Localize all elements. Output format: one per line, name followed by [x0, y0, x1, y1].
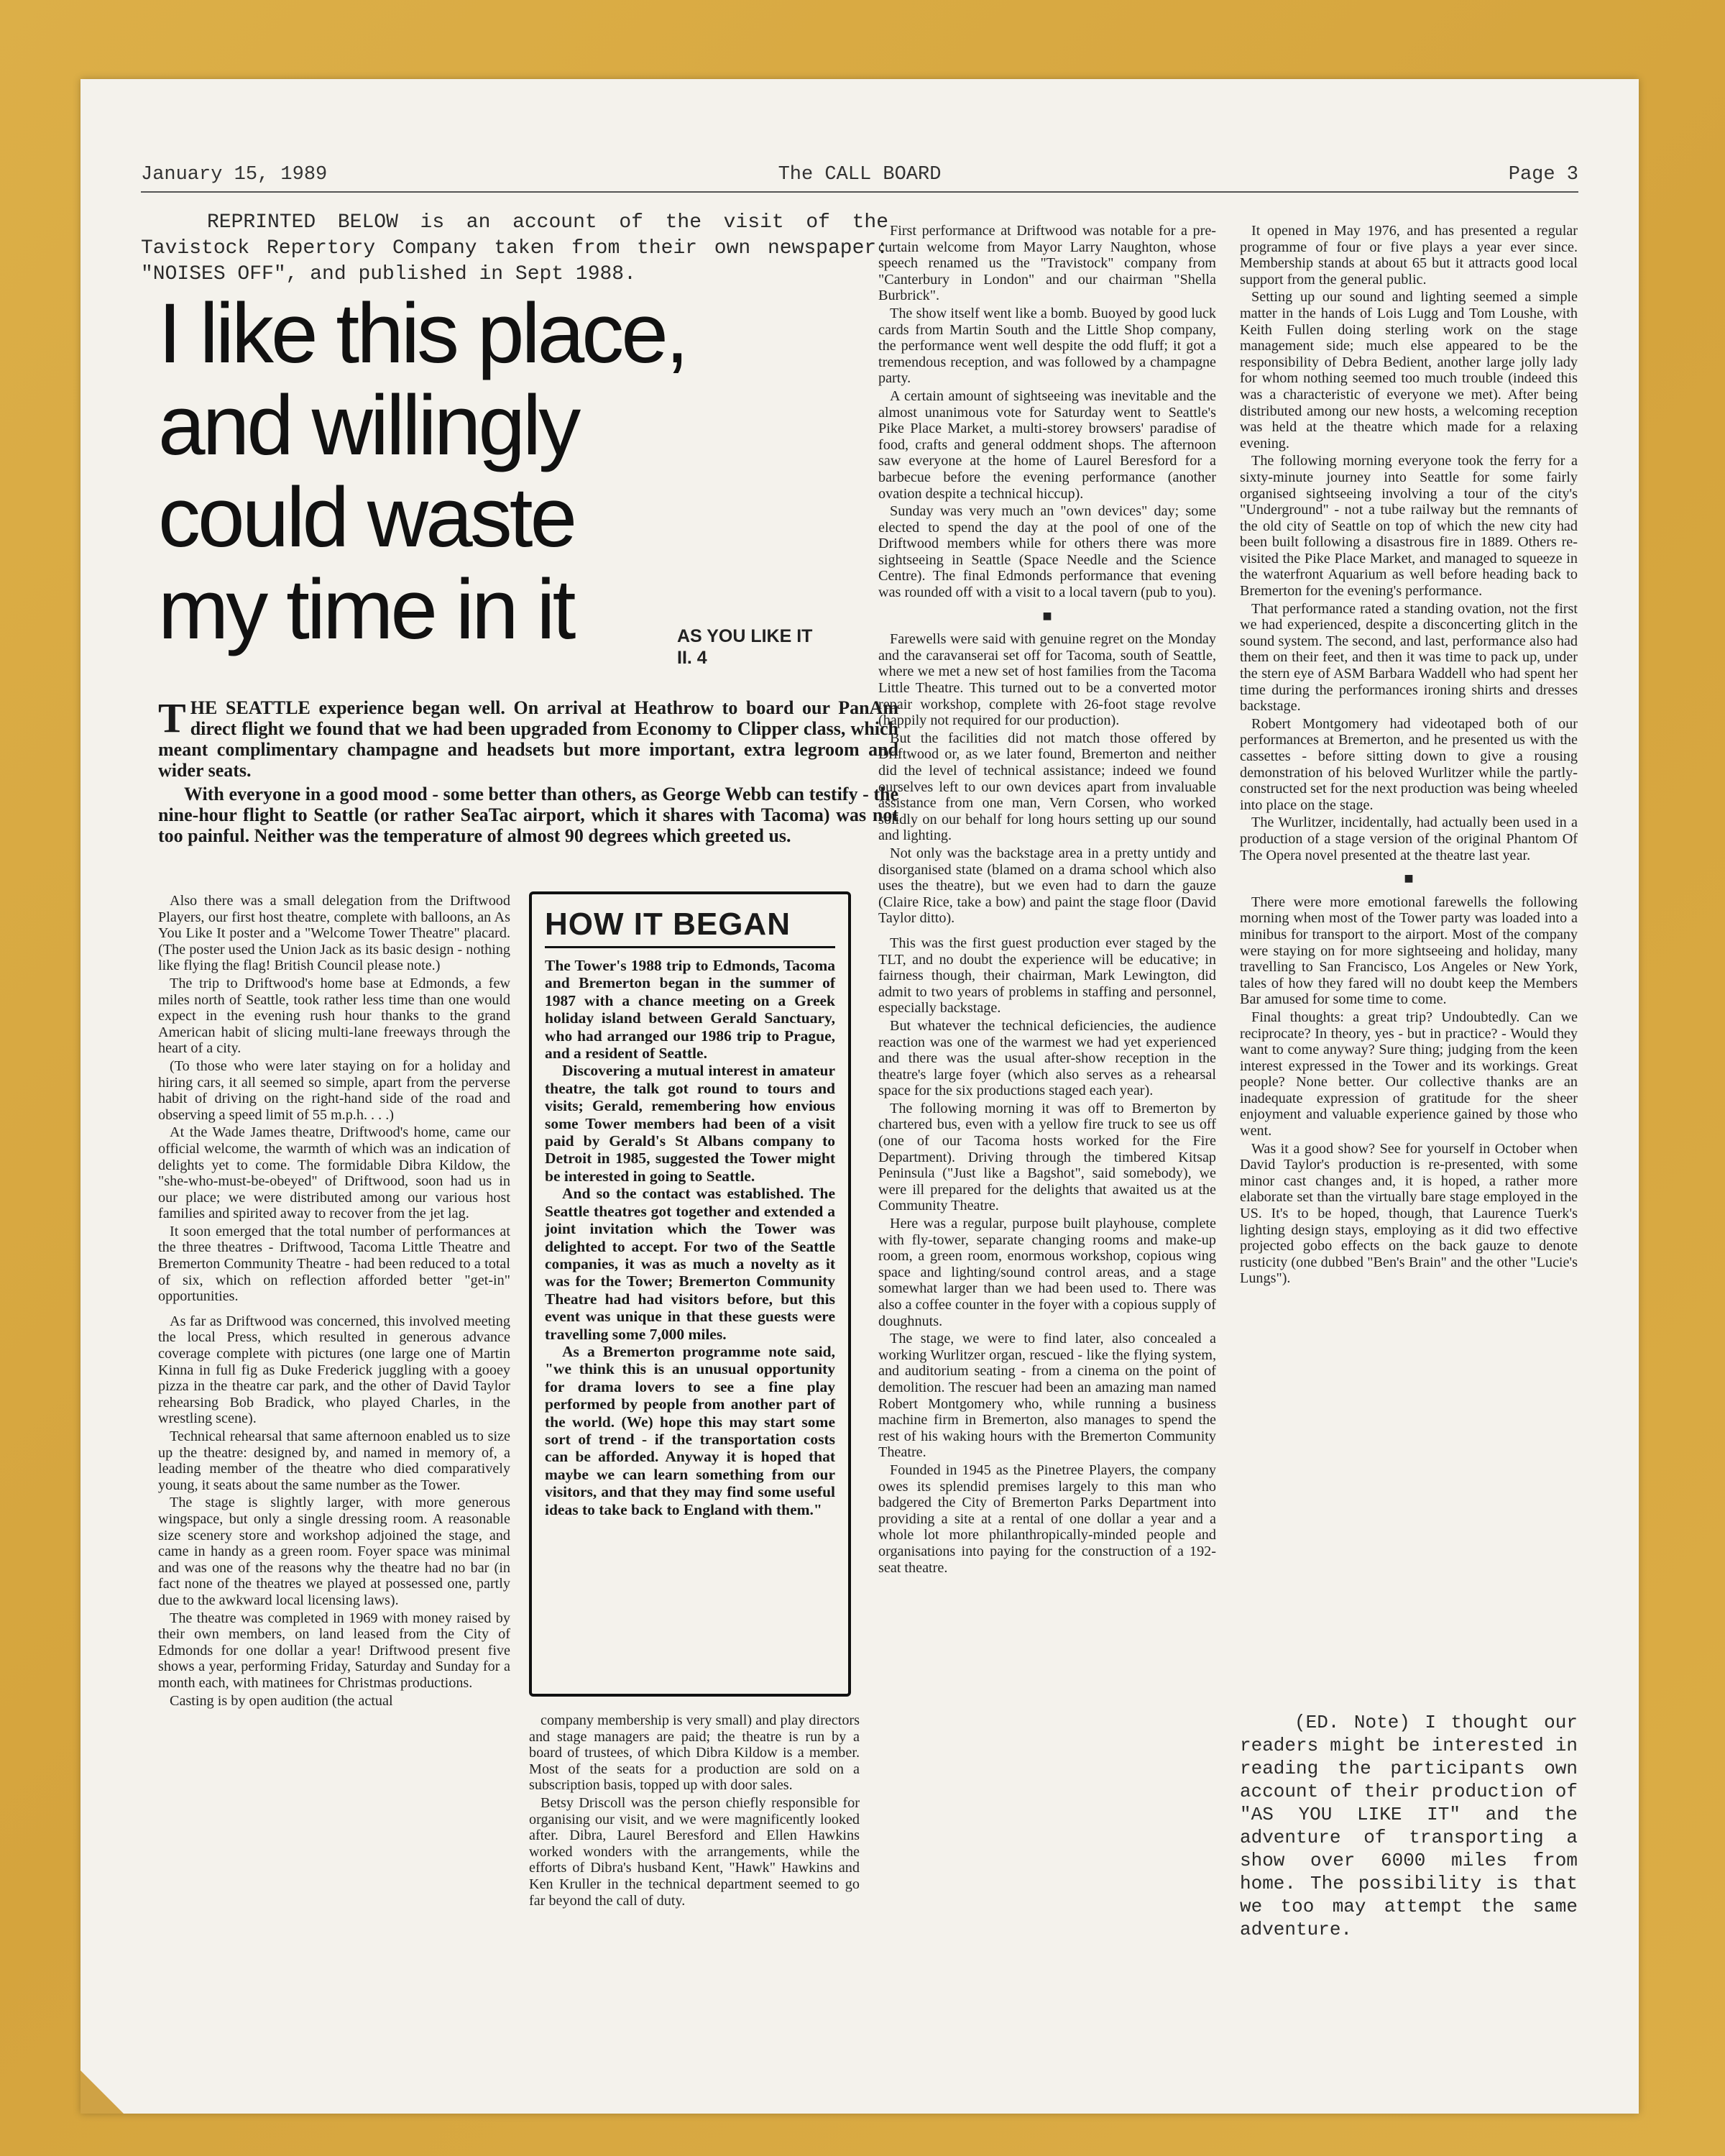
body-paragraph: The following morning it was off to Bremerton by chartered bus, even with a yellow fire truck to see us off (one of our Tacoma hosts worked for the Fire Department). Driving through the timbered Kitsap Peninsula ("Just like a Bagshot", said somebody), we were ill prepared for the delights that awaited us at the Community Theatre.: [878, 1100, 1216, 1214]
box-paragraph: Discovering a mutual interest in amateur theatre, the talk got round to tours and visits; Gerald, remembering how envious some Tower members had been of a visit paid by Gerald's St Albans company to Detroit in 1985, suggested the Tower might be interested in going to Seattle.: [545, 1062, 835, 1185]
attribution-play: AS YOU LIKE IT: [677, 626, 813, 646]
column-1: [158, 893, 510, 2114]
box-paragraph: And so the contact was established. The Seattle theatres got together and extended a joint invitation which the Tower was delighted to accept. For two of the Seattle companies, it was as much a novelty as it was for the Tower; Bremerton Community Theatre had had visitors before, but this event was unique in that these guests were travelling some 7,000 miles.: [545, 1185, 835, 1343]
header-date: January 15, 1989: [141, 164, 328, 185]
lead-paragraph: With everyone in a good mood - some better than others, as George Webb can testify - the nine-hour flight to Seattle (or rather SeaTac airport, which it shares with Tacoma) was not too painful. Neither was the temperature of almost 90 degrees which greeted us.: [158, 784, 898, 846]
body-paragraph: Founded in 1945 as the Pinetree Players, the company owes its splendid premises largely to this man who badgered the City of Bremerton Parks Department into providing a site at a rental of one dollar a year and a whole lot more philanthropically-minded people and organisations into paying for the construction of a 192-seat theatre.: [878, 1462, 1216, 1576]
editor-note: (ED. Note) I thought our readers might be interested in reading the participants own account of their production of "AS YOU LIKE IT" and the adventure of transporting a show over 6000 miles from home. The possibility is that we too may attempt the same adventure.: [1240, 1712, 1578, 1940]
article-headline: [158, 288, 719, 656]
section-separator: ■: [1404, 869, 1414, 888]
body-paragraph: A certain amount of sightseeing was inevitable and the almost unanimous vote for Saturday went to Seattle's Pike Place Market, a multi-storey browsers' paradise of food, crafts and general oddment shops. The afternoon saw everyone at the home of Laurel Beresford for a barbecue before the evening performance (another ovation despite a technical hiccup).: [878, 387, 1216, 502]
body-paragraph: Technical rehearsal that same afternoon enabled us to size up the theatre: designed by, and named in memory of, a leading member of the theatre who died comparatively young, it seats about the same number as the Tower.: [158, 1428, 510, 1493]
body-paragraph: Farewells were said with genuine regret on the Monday and the caravanserai set off for Tacoma, south of Seattle, where we met a new set of host families from the Tacoma Little Theatre. This turned out to be a converted motor repair workshop, complete with 26-foot stage revolve (happily not required for our production).: [878, 631, 1216, 729]
headline-line: and willingly: [158, 378, 579, 473]
attribution-act: II. 4: [677, 648, 707, 668]
column-4: [1240, 223, 1578, 1697]
body-paragraph: As far as Driftwood was concerned, this involved meeting the local Press, which resulted in generous advance coverage complete with pictures (one large one of Martin Kinna in full fig as Duke Frederick juggling with a gooey pizza in the theatre car park, and the other of David Taylor rehearsing Bob Bradick, who played Charles, in the wrestling scene).: [158, 1313, 510, 1427]
body-paragraph: Here was a regular, purpose built playhouse, complete with fly-tower, separate changing rooms and make-up room, a green room, enormous workshop, copious wing space and lighting/sound control areas, and a stage somewhat larger than we had been used to. There was also a coffee counter in the foyer with a copious supply of doughnuts.: [878, 1216, 1216, 1329]
box-title: HOW IT BEGAN: [545, 907, 835, 948]
box-body: [545, 957, 835, 1518]
article-lead: [158, 694, 898, 849]
body-paragraph: The theatre was completed in 1969 with money raised by their own members, on land leased from the City of Edmonds for one dollar a year! Driftwood present five shows a year, performing Friday, Saturday and Sunday for a month each, with matinees for Christmas productions.: [158, 1610, 510, 1691]
body-paragraph: Also there was a small delegation from the Driftwood Players, our first host theatre, complete with balloons, an As You Like It poster and a "Welcome Tower Theatre" placard. (The poster used the Union Jack as its basic design - nothing like flying the flag! British Council please note.): [158, 893, 510, 974]
body-paragraph: There were more emotional farewells the following morning when most of the Tower party was loaded into a minibus for transport to the airport. Most of the company were staying on for more sightseeing and holiday, many travelling to San Francisco, Los Angeles or New York, tales of how they fared will no doubt keep the Members Bar amused for some time to come.: [1240, 894, 1578, 1008]
headline-line: my time in it: [158, 562, 574, 657]
headline-line: could waste: [158, 470, 575, 565]
headline-attribution: [677, 625, 812, 669]
body-paragraph: It soon emerged that the total number of performances at the three theatres - Driftwood, Tacoma Little Theatre and Bremerton Community Theatre - had been reduced to a total of six, which on reflection afforded better "get-in" opportunities.: [158, 1223, 510, 1305]
lead-paragraph: HE SEATTLE experience began well. On arrival at Heathrow to board our PanAm direct flight we found that we had been upgraded from Economy to Clipper class, which meant complimentary champagne and headsets but more important, extra legroom and wider seats.: [158, 697, 898, 781]
headline-line: I like this place,: [158, 286, 686, 381]
body-paragraph: Not only was the backstage area in a pretty untidy and disorganised state (blamed on a drama school which also uses the theatre), but we even had to darn the gauze (Claire Rice, take a bow) and paint the stage floor (David Taylor ditto).: [878, 845, 1216, 927]
body-paragraph: That performance rated a standing ovation, not the first we had experienced, despite a disconcerting glitch in the sound system. The second, and last, performance also had them on their feet, and then it was time to pack up, under the stern eye of ASM Barbara Waddell who had spent her time during the performances ironing shirts and dresses backstage.: [1240, 600, 1578, 715]
how-it-began-box: [529, 891, 851, 1697]
body-paragraph: Final thoughts: a great trip? Undoubtedly. Can we reciprocate? In theory, yes - but in practice? - Would they want to come anyway? Sure thing; judging from the keen interest expressed in the Tower and its workings. Great people? None better. Our collective thanks are an inadequate expression of gratitude for the sheer enjoyment and valuable experience gained by those who went.: [1240, 1009, 1578, 1139]
body-paragraph: It opened in May 1976, and has presented a regular programme of four or five plays a year ever since. Membership stands at about 65 but it attracts good local support from the general public.: [1240, 223, 1578, 288]
body-paragraph: This was the first guest production ever staged by the TLT, and no doubt the experience will be educative; in fairness though, their chairman, Mark Lewington, did admit to two years of problems in staffing and personnel, especially backstage.: [878, 935, 1216, 1017]
body-paragraph: But the facilities did not match those offered by Driftwood or, as we later found, Bremerton and neither did the level of technical assistance; indeed we found ourselves left to our own devices apart from invaluable assistance from one man, Vern Corsen, who worked solidly on our behalf for long hours setting up our sound and lighting.: [878, 730, 1216, 844]
body-paragraph: The show itself went like a bomb. Buoyed by good luck cards from Martin South and the Little Shop company, the performance went well despite the odd fluff; it got a tremendous reception, and was followed by a champagne party.: [878, 305, 1216, 387]
body-paragraph: Casting is by open audition (the actual: [170, 1692, 393, 1709]
header-publication: The CALL BOARD: [778, 164, 942, 185]
body-paragraph: Was it a good show? See for yourself in October when David Taylor's production is re-presented, with some minor cast changes and, it is hoped, a rather more elaborate set than the virtually bare stage employed in the US. It's to be hoped, though, that Laurence Tuerk's lighting design stays, employing as it did two effective projected gobo effects on the back gauze to denote rusticity (one dubbed "Ben's Brain" and the other "Lucie's Lungs").: [1240, 1140, 1578, 1287]
body-paragraph: Sunday was very much an "own devices" day; some elected to spend the day at the pool of one of the Driftwood members while for others there was more sightseeing in Seattle (Space Needle and the Science Centre). The final Edmonds performance that evening was rounded off with a visit to a local tavern (pub to you).: [878, 503, 1216, 601]
drop-cap: T: [158, 694, 186, 741]
column-2: [529, 1712, 860, 2114]
body-paragraph: At the Wade James theatre, Driftwood's home, came our official welcome, the warmth of which was an indication of delights yet to come. The formidable Dibra Kildow, the "she-who-must-be-obeyed" of Driftwood, soon had us in our place; we were distributed among our various host families and spirited away to recover from the jet lag.: [158, 1124, 510, 1222]
newsletter-page: [80, 79, 1639, 2114]
body-paragraph: The following morning everyone took the ferry for a sixty-minute journey into Seattle for some fairly organised sightseeing involving a tour of the city's "Underground" - not a tube railway but the remnants of the old city of Seattle on top of which the new city had been built following a disastrous fire in 1889. Others re-visited the Pike Place Market, and managed to squeeze in the waterfront Aquarium as well before heading back to Bremerton for the evening's performance.: [1240, 453, 1578, 600]
column-3: [878, 223, 1216, 2106]
body-paragraph: Robert Montgomery had videotaped both of our performances at Bremerton, and he presented us with the cassettes - before sitting down to give a rousing demonstration of his beloved Wurlitzer while the partly-constructed set for the next production was being wheeled into place on the stage.: [1240, 715, 1578, 813]
page-header: [141, 164, 1578, 188]
body-paragraph: Betsy Driscoll was the person chiefly responsible for organising our visit, and we were magnificently looked after. Dibra, Laurel Beresford and Ellen Hawkins worked wonders with the arrangements, while the efforts of Dibra's husband Kent, "Hawk" Hawkins and Ken Kruller in the technical department seemed to go far beyond the call of duty.: [529, 1794, 860, 1909]
reprint-intro: REPRINTED BELOW is an account of the visit of the Tavistock Repertory Company taken from their own newspaper: "NOISES OFF", and published in Sept 1988.: [141, 211, 888, 285]
header-page-number: Page 3: [1508, 164, 1578, 185]
body-paragraph: First performance at Driftwood was notable for a pre-curtain welcome from Mayor Larry Naughton, whose speech renamed us the "Travistock" company from "Canterbury in London" and our chairman "Shella Burbrick".: [878, 223, 1216, 304]
body-paragraph: The Wurlitzer, incidentally, had actually been used in a production of a stage version of the original Phantom Of The Opera novel presented at the theatre last year.: [1240, 815, 1578, 863]
body-paragraph: The stage, we were to find later, also concealed a working Wurlitzer organ, rescued - like the flying system, and auditorium seating - from a cinema on the point of demolition. The rescuer had been an amazing man named Robert Montgomery who, while running a business machine firm in Bremerton, also manages to spend the rest of his waking hours with the Bremerton Community Theatre.: [878, 1331, 1216, 1461]
body-paragraph: The trip to Driftwood's home base at Edmonds, a few miles north of Seattle, took rather less time than one would expect in the evening rush hour thanks to the grand American habit of slicing multi-lane freeways through the heart of a city.: [158, 975, 510, 1057]
body-paragraph: The stage is slightly larger, with more generous wingspace, but only a single dressing room. A reasonable size scenery store and workshop adjoined the stage, and came in handy as a green room. Foyer space was minimal and was one of the reasons why the theatre had no bar (in fact none of the theatres we played at possessed one, partly due to the awkward local licensing laws).: [158, 1495, 510, 1608]
body-paragraph: (To those who were later staying on for a holiday and hiring cars, it all seemed so simple, apart from the perverse habit of driving on the right-hand side of the road and observing a speed limit of 55 m.p.h. . . .): [158, 1058, 510, 1123]
box-paragraph: The Tower's 1988 trip to Edmonds, Tacoma and Bremerton began in the summer of 1987 with a chance meeting on a Greek holiday island between Gerald Sanctuary, who had arranged our 1986 trip to Prague, and a resident of Seattle.: [545, 957, 835, 1063]
body-paragraph: Setting up our sound and lighting seemed a simple matter in the hands of Lois Lugg and Tom Loushe, with Keith Fullen doing sterling work on the stage management side; much else appeared to be the responsibility of Debra Bedient, another large jolly lady for whom nothing seemed too much trouble (indeed this was a characteristic of everyone we met). After being distributed among our new hosts, a welcoming reception was held at the theatre which made for a relaxing evening.: [1240, 289, 1578, 451]
section-separator: ■: [1042, 606, 1052, 625]
box-paragraph: As a Bremerton programme note said, "we think this is an unusual opportunity for drama lovers to see a fine play performed by people from another part of the world. (We) hope this may start some sort of trend - if the transportation costs can be afforded. Anyway it is hoped that maybe we can learn something from our visitors, and that they may find some useful ideas to take back to England with them.": [545, 1342, 835, 1518]
page-corner-curl: [80, 2070, 124, 2114]
body-paragraph: company membership is very small) and play directors and stage managers are paid; the theatre is run by a board of trustees, of which Dibra Kildow is a member. Most of the seats for a production are sold on a subscription basis, topped up with door sales.: [529, 1712, 860, 1794]
body-paragraph: But whatever the technical deficiencies, the audience reaction was one of the warmest we had yet experienced and there was the usual after-show reception in the theatre's large foyer (which also serves as a rehearsal space for the six productions staged each year).: [878, 1017, 1216, 1099]
header-rule: [141, 191, 1578, 193]
